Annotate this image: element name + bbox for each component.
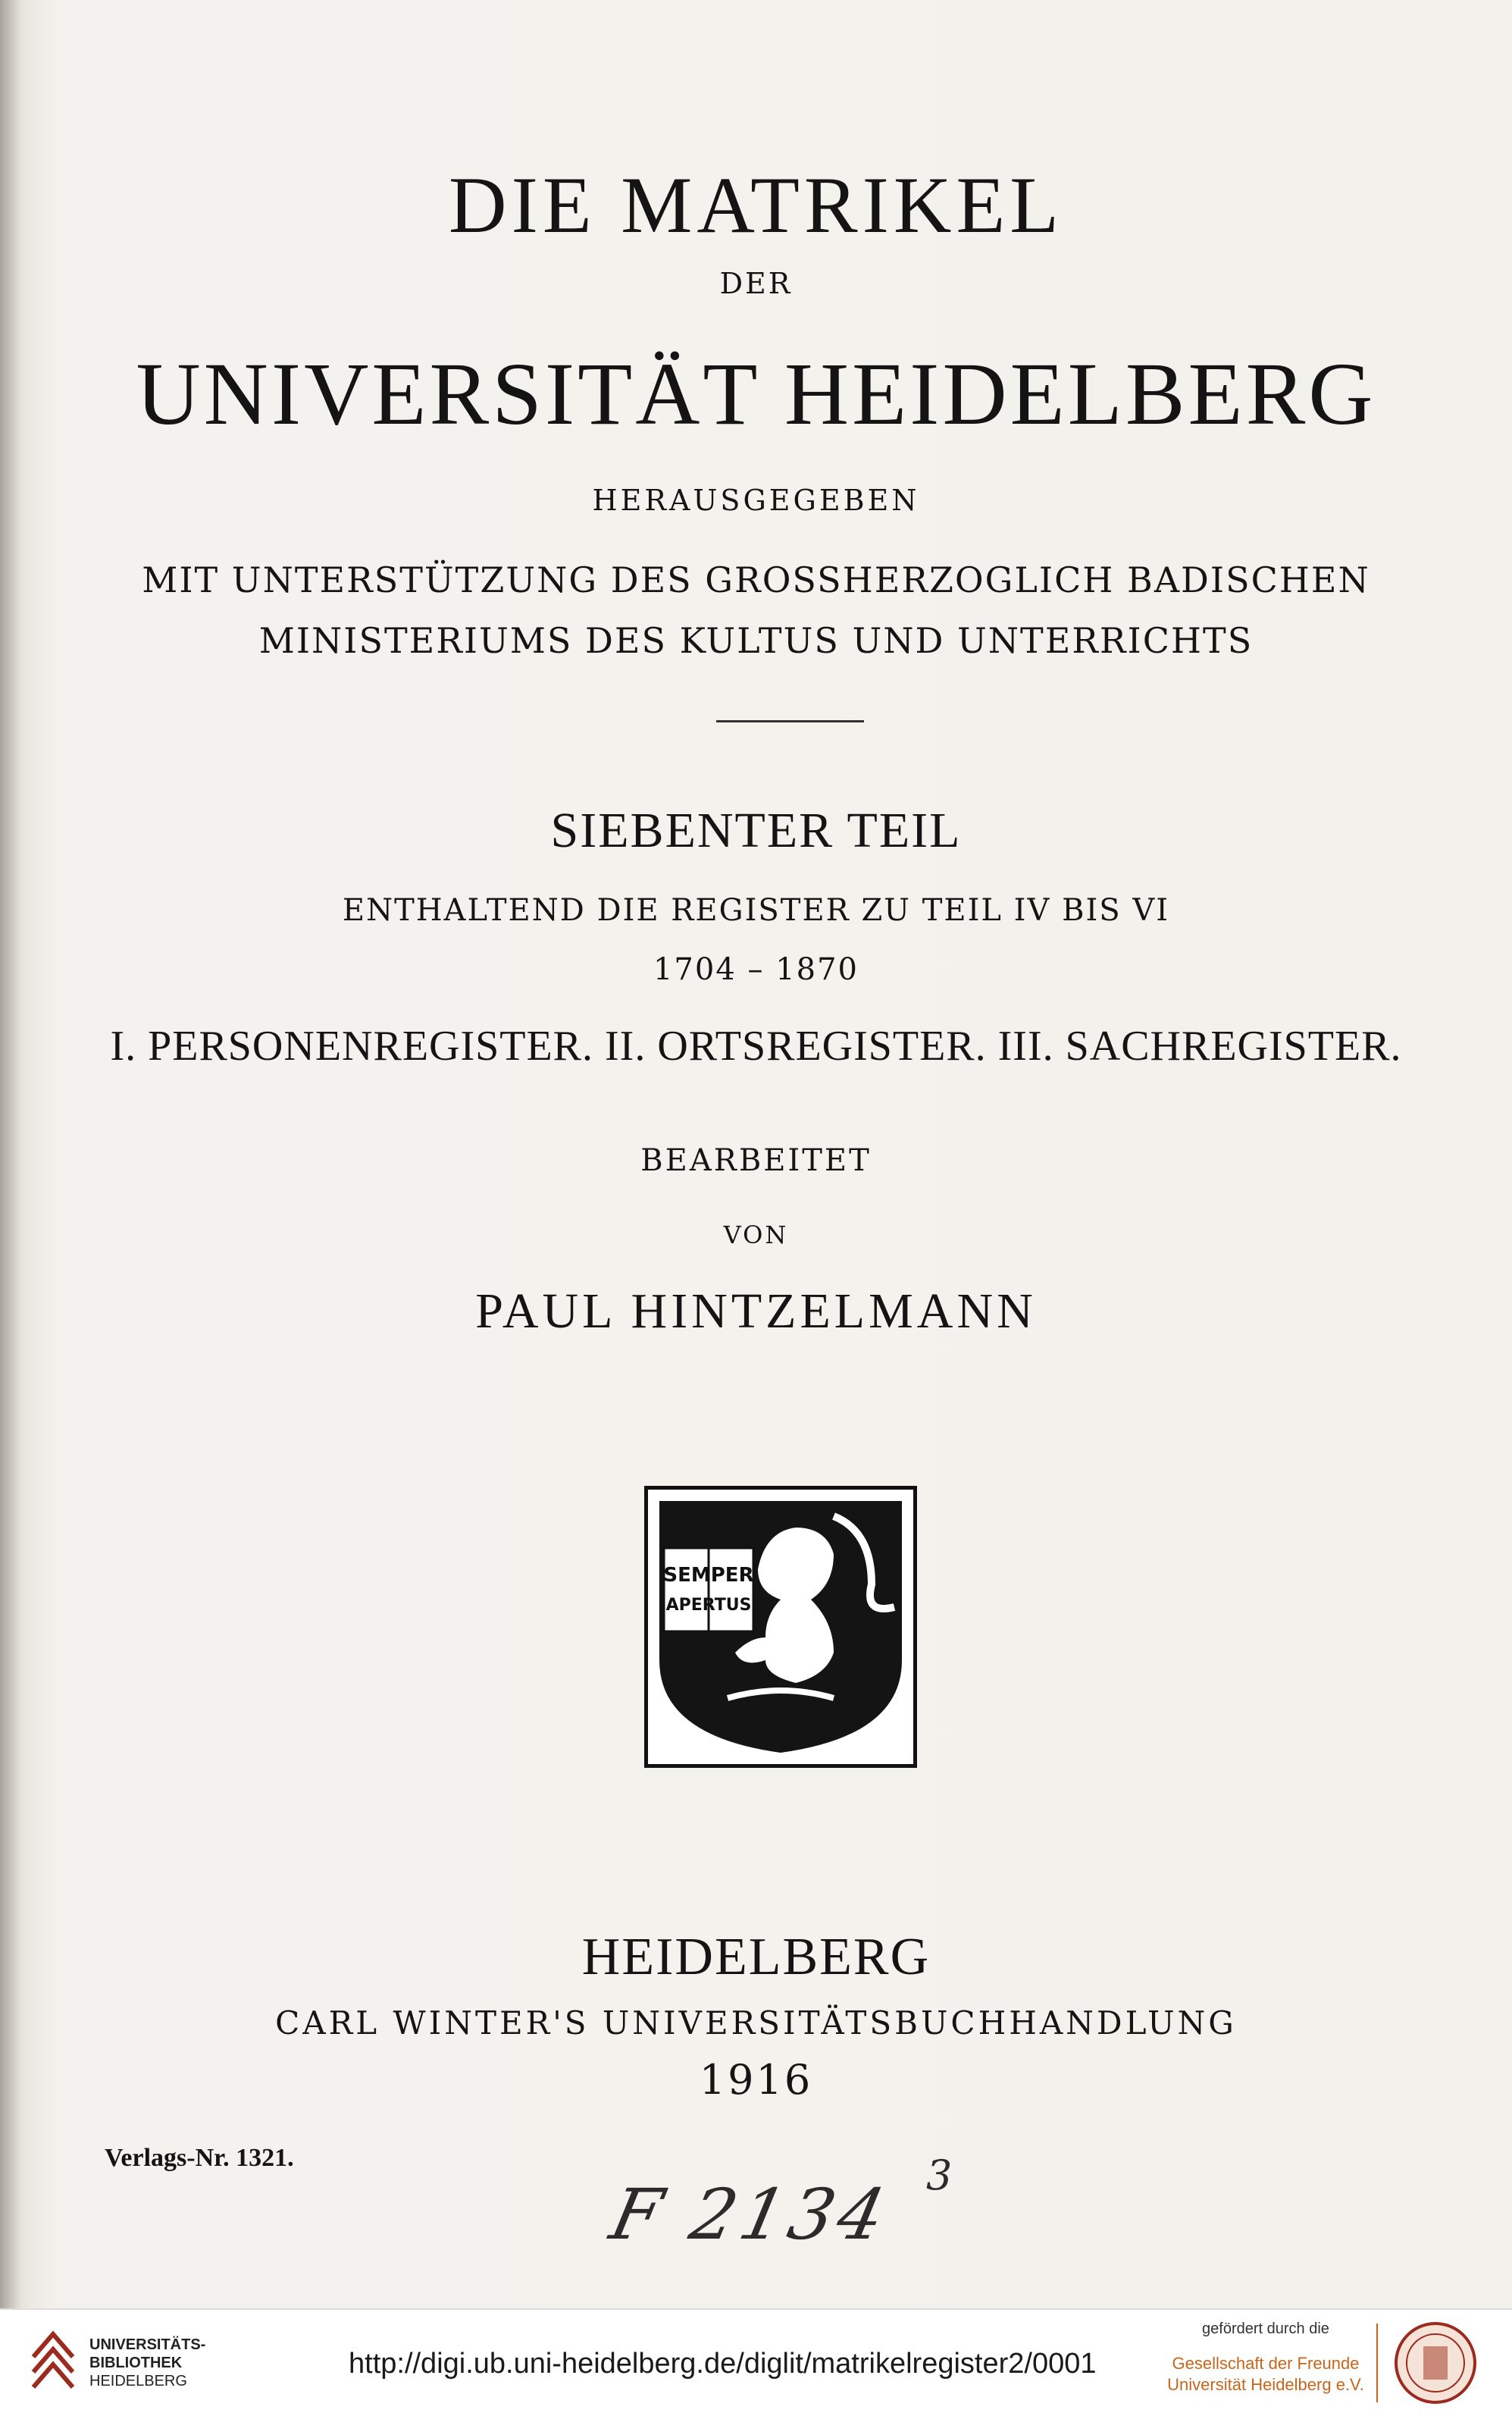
document-url-link[interactable]: http://digi.ub.uni-heidelberg.de/diglit/matrikelregister2/0001 [349, 2348, 1097, 2380]
logo-text-apertus: APERTUS [665, 1596, 752, 1615]
lion-shield-logo [644, 1486, 917, 1768]
support-line-1: MIT UNTERSTÜTZUNG DES GROSSHERZOGLICH BADISCHEN [142, 559, 1370, 600]
bearbeitet-label: BEARBEITET [640, 1143, 872, 1178]
publisher-name: CARL WINTER'S UNIVERSITÄTSBUCHHANDLUNG [275, 2004, 1237, 2042]
library-name-line-1: UNIVERSITÄTS- [89, 2336, 206, 2353]
divider-rule [716, 720, 864, 722]
sponsor-label: gefördert durch die [1202, 2320, 1329, 2337]
handwritten-superscript: 3 [926, 2151, 953, 2199]
title-line-2: UNIVERSITÄT HEIDELBERG [136, 344, 1376, 443]
library-name-line-2: BIBLIOTHEK [89, 2355, 183, 2371]
handwritten-shelfmark: F 2134 [603, 2174, 897, 2255]
sponsor-name-line-1: Gesellschaft der Freunde [1172, 2354, 1360, 2373]
von-label: VON [723, 1221, 789, 1249]
logo-text-semper: SEMPER [663, 1564, 754, 1587]
university-seal-icon [1393, 2320, 1478, 2405]
publication-year: 1916 [699, 2056, 813, 2104]
library-logo-icon [30, 2327, 77, 2399]
herausgegeben-label: HERAUSGEGEBEN [592, 484, 920, 517]
sponsor-divider [1376, 2324, 1378, 2402]
title-der: DER [719, 267, 793, 300]
title-line-1: DIE MATRIKEL [449, 161, 1063, 249]
publisher-city: HEIDELBERG [581, 1928, 931, 1986]
support-line-2: MINISTERIUMS DES KULTUS UND UNTERRICHTS [258, 620, 1254, 661]
year-range: 1704 – 1870 [653, 952, 859, 987]
part-title: SIEBENTER TEIL [550, 803, 962, 858]
registers-line: I. PERSONENREGISTER. II. ORTSREGISTER. III. SACHREGISTER. [110, 1023, 1402, 1070]
sponsor-block [1167, 2320, 1364, 2396]
library-name-line-3: HEIDELBERG [89, 2373, 187, 2389]
author-name: PAUL HINTZELMANN [475, 1283, 1037, 1339]
contents-line: ENTHALTEND DIE REGISTER ZU TEIL IV BIS VI [342, 893, 1170, 928]
library-name [89, 2336, 205, 2390]
verlag-number: Verlags-Nr. 1321. [105, 2144, 294, 2172]
footer-bar [0, 2308, 1512, 2416]
sponsor-name-line-2: Universität Heidelberg e.V. [1167, 2375, 1364, 2394]
